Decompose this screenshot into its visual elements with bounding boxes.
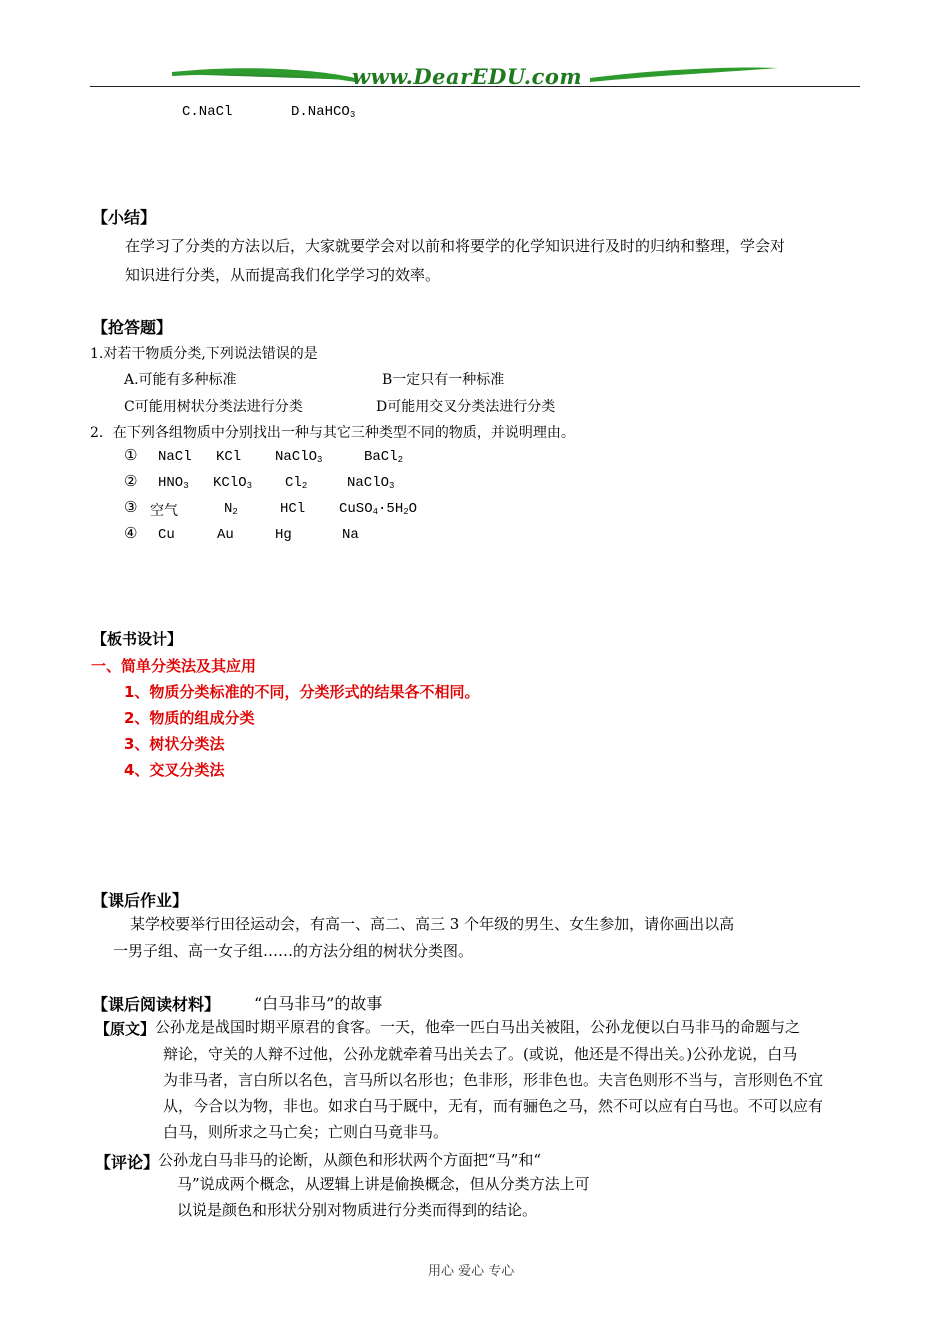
g2-item-b: KClO$_3$ [213, 475, 253, 491]
original-line-2: 辩论，守关的人辩不过他，公孙龙就牵着马出关去了。(或说，他还是不得出关。)公孙龙说，白马 [163, 1045, 798, 1063]
comment-label: 【评论】 [95, 1153, 160, 1172]
reading-heading: 【课后阅读材料】 [92, 995, 221, 1014]
board-main-heading: 一、简单分类法及其应用 [91, 657, 257, 675]
page-footer: 用心 爱心 专心 [428, 1264, 515, 1279]
original-line-4: 从，今合以为物，非也。如求白马于厩中，无有，而有骊色之马，然不可以应有白马也。不可以应有 [163, 1097, 824, 1115]
g2-item-c: $Cl_2$ [285, 475, 308, 491]
q1-option-b: B一定只有一种标准 [382, 372, 505, 388]
q1-option-d: D可能用交叉分类法进行分类 [376, 399, 556, 415]
g4-item-a: Cu [158, 527, 175, 543]
summary-line-2: 知识进行分类，从而提高我们化学学习的效率。 [125, 266, 441, 284]
g2-item-a: $HNO_3$ [158, 475, 189, 491]
option-d: D.NaHCO$_3$ [291, 104, 356, 120]
g1-item-a: NaCl [158, 449, 192, 465]
original-line-3: 为非马者，言白所以名色，言马所以名形也；色非形，形非色也。夫言色则形不当与，言形则色不宜 [163, 1071, 824, 1089]
header-divider [90, 86, 860, 87]
homework-line-1: 某学校要举行田径运动会，有高一、高二、高三 3 个年级的男生、女生参加，请你画出以高 [130, 915, 735, 933]
g4-item-d: Na [342, 527, 359, 543]
board-item-4: 4、交叉分类法 [124, 761, 225, 779]
homework-heading: 【课后作业】 [92, 891, 189, 910]
comment-line-3: 以说是颜色和形状分别对物质进行分类而得到的结论。 [177, 1201, 538, 1219]
original-line-5: 白马，则所求之马亡矣；亡则白马竟非马。 [163, 1123, 449, 1141]
comment-line-2: 马”说成两个概念，从逻辑上讲是偷换概念，但从分类方法上可 [177, 1175, 590, 1193]
comment-line-1: 公孙龙白马非马的论断，从颜色和形状两个方面把“马”和“ [158, 1151, 542, 1169]
reading-subtitle: “白马非马”的故事 [254, 994, 383, 1013]
question-1: 1.对若干物质分类,下列说法错误的是 [90, 346, 318, 362]
question-2: 2．在下列各组物质中分别找出一种与其它三种类型不同的物质，并说明理由。 [90, 425, 575, 441]
group-2-number: ② [124, 472, 138, 490]
summary-line-1: 在学习了分类的方法以后，大家就要学会对以前和将要学的化学知识进行及时的归纳和整理，学会对 [125, 237, 786, 255]
g1-item-b: KCl [216, 449, 242, 465]
original-line-1: 公孙龙是战国时期平原君的食客。一天，他牵一匹白马出关被阻，公孙龙便以白马非马的命题与之 [155, 1018, 801, 1036]
g3-item-c: HCl [280, 501, 306, 517]
group-3-number: ③ [124, 498, 138, 516]
g3-item-a: 空气 [150, 503, 178, 519]
g3-item-b: $N_2$ [224, 501, 238, 517]
homework-line-2: 一男子组、高一女子组……的方法分组的树状分类图。 [113, 942, 474, 960]
original-text-label: 【原文】 [95, 1020, 156, 1038]
q1-option-a: A.可能有多种标准 [124, 372, 237, 388]
g1-item-c: NaClO$_3$ [275, 449, 323, 465]
board-item-1: 1、物质分类标准的不同，分类形式的结果各不相同。 [124, 683, 480, 701]
site-logo-text[interactable]: www.DearEDU.com [352, 64, 583, 89]
quiz-heading: 【抢答题】 [92, 318, 173, 337]
group-1-number: ① [124, 446, 138, 464]
group-4-number: ④ [124, 524, 138, 542]
g4-item-c: Hg [275, 527, 292, 543]
g4-item-b: Au [217, 527, 234, 543]
g3-item-d: $CuSO_4\cdot 5H_2O$ [339, 501, 418, 517]
q1-option-c: C可能用树状分类法进行分类 [124, 399, 303, 415]
g2-item-d: NaClO$_3$ [347, 475, 395, 491]
board-item-2: 2、物质的组成分类 [124, 709, 255, 727]
g1-item-d: BaCl$_2$ [364, 449, 404, 465]
summary-heading: 【小结】 [92, 208, 157, 227]
board-item-3: 3、树状分类法 [124, 735, 225, 753]
board-heading: 【板书设计】 [92, 630, 183, 648]
option-c: C.NaCl [182, 104, 233, 120]
